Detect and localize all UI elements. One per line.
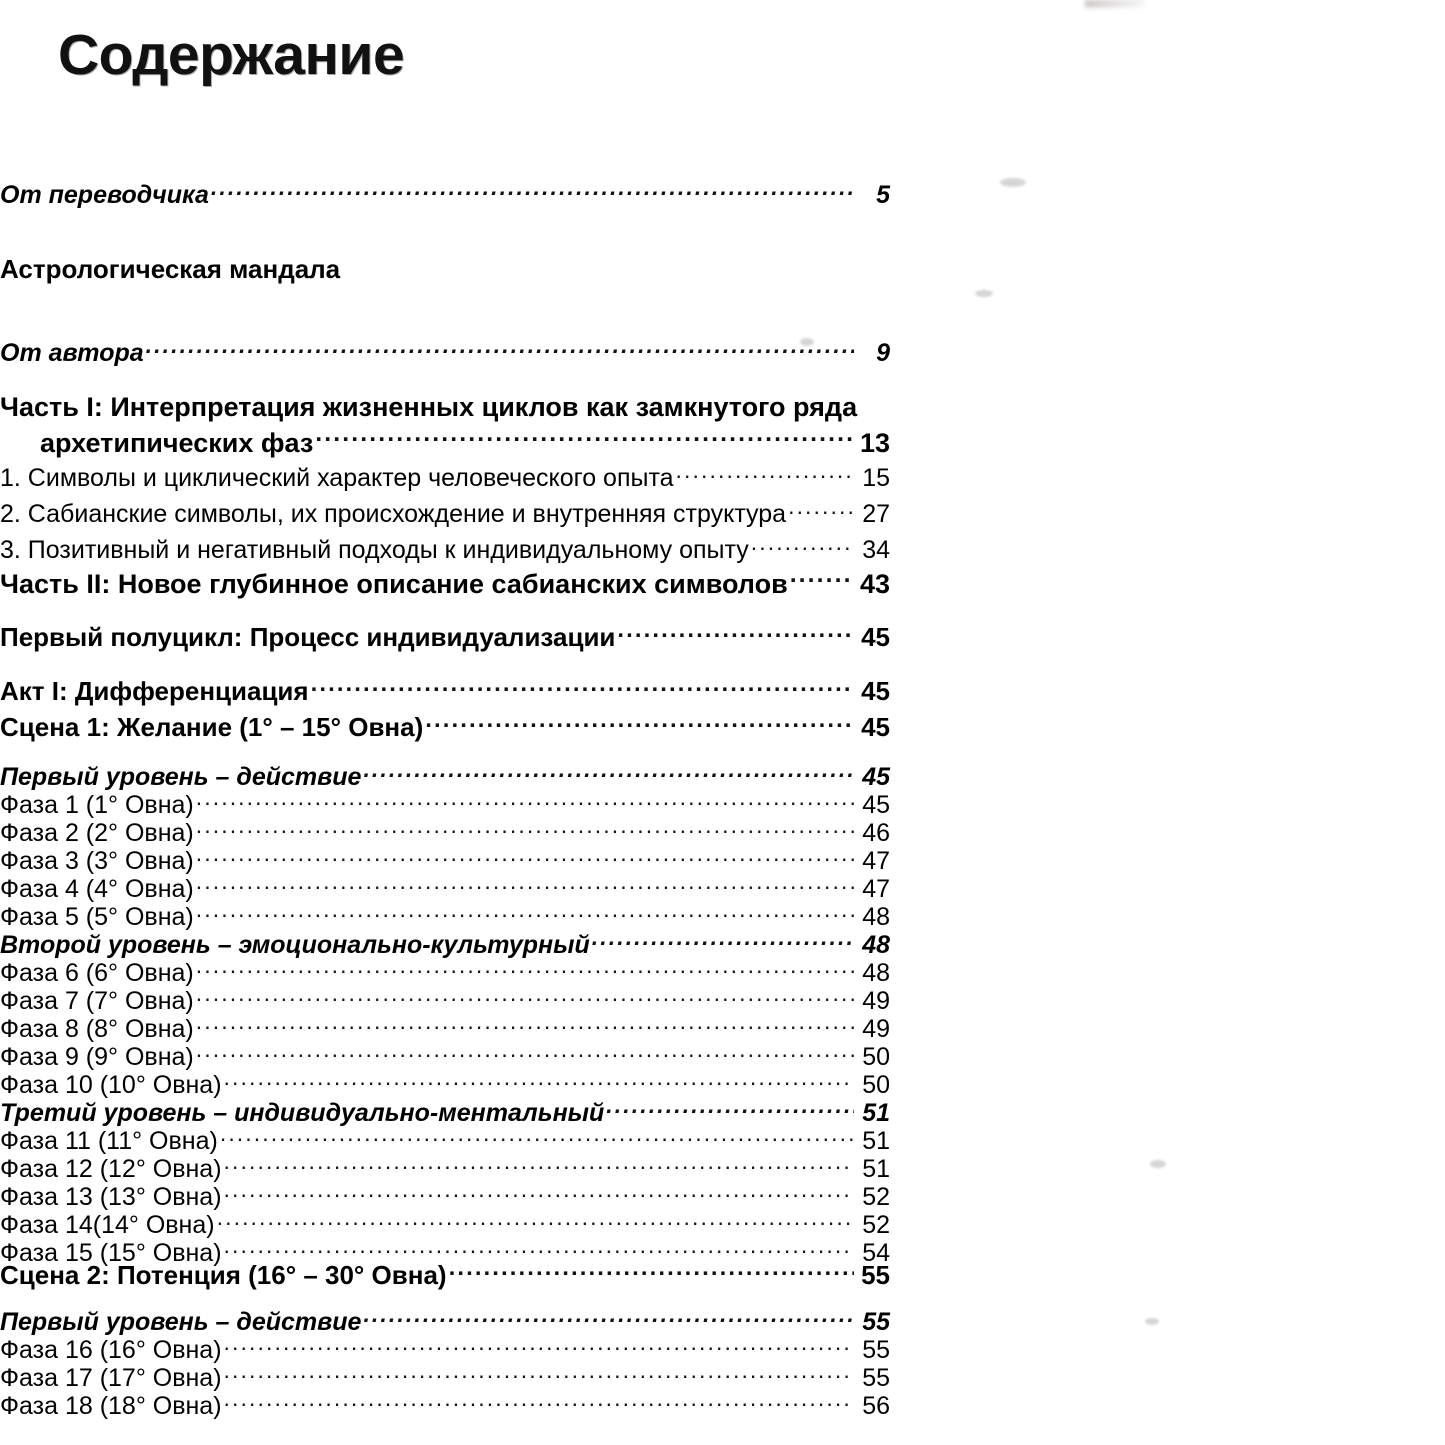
toc-phase-label: Фаза 13 (13° Овна) [0,1183,222,1211]
leader-dots [311,674,854,700]
leader-dots [224,1333,854,1358]
toc-phase-page: 55 [862,1336,890,1364]
toc-entry-page: 15 [862,464,890,492]
toc-entry-chapter-2[interactable] [0,497,890,529]
toc-halfcycle-1-label: Первый полуцикл: Процесс индивидуализации [0,622,616,652]
toc-level-head[interactable] [0,1096,890,1127]
toc-phase-label: Фаза 14(14° Овна) [0,1211,215,1239]
toc-phase-row[interactable] [0,900,890,931]
leader-dots [425,710,854,736]
leader-dots [196,844,854,869]
toc-entry-label: 1. Символы и циклический характер человеческого опыта [0,464,674,492]
toc-part-1-line1: Часть I: Интерпретация жизненных циклов как замкнутого ряда [0,392,858,422]
toc-entry-author-note[interactable] [0,336,890,368]
toc-level-label: Второй уровень – эмоционально-культурный [0,931,590,959]
toc-entry-label: 2. Сабианские символы, их происхождение и внутренняя структура [0,500,787,528]
toc-phase-row[interactable] [0,1208,890,1239]
scan-artifact-smudge [1085,0,1145,8]
leader-dots [196,1012,854,1037]
scan-artifact-fleck [975,290,993,297]
toc-phase-row[interactable] [0,1152,890,1183]
leader-dots [224,1389,854,1414]
toc-phase-label: Фаза 9 (9° Овна) [0,1043,194,1071]
toc-entry-chapter-3[interactable] [0,533,890,565]
toc-phase-label: Фаза 17 (17° Овна) [0,1364,222,1392]
toc-phase-page: 46 [862,819,890,847]
toc-phase-row[interactable] [0,1333,890,1364]
toc-entry-label: От автора [0,339,144,367]
toc-phase-row[interactable] [0,816,890,847]
leader-dots [217,1208,854,1233]
toc-phase-label: Фаза 7 (7° Овна) [0,987,194,1015]
toc-entry-page: 5 [876,181,890,209]
toc-phase-label: Фаза 10 (10° Овна) [0,1071,222,1099]
toc-scene-2[interactable] [0,1258,890,1291]
leader-dots [211,178,854,203]
toc-act-1[interactable] [0,674,890,707]
toc-phase-page: 52 [862,1211,890,1239]
leader-dots [449,1258,854,1284]
leader-dots [751,533,854,558]
toc-entry-page: 27 [862,500,890,528]
toc-phase-row[interactable] [0,1180,890,1211]
toc-phase-page: 55 [862,1364,890,1392]
toc-phase-row[interactable] [0,1040,890,1071]
leader-dots [224,1180,854,1205]
toc-phase-label: Фаза 12 (12° Овна) [0,1155,222,1183]
scan-artifact-fleck [1000,178,1026,187]
scan-artifact-fleck [1145,1318,1159,1325]
leader-dots [363,760,854,785]
toc-entry-label: От переводчика [0,181,209,209]
toc-section-label: Астрологическая мандала [0,254,341,284]
toc-phase-page: 56 [862,1392,890,1420]
toc-level-head[interactable] [0,928,890,959]
toc-phase-row[interactable] [0,1068,890,1099]
leader-dots [196,900,854,925]
toc-phase-page: 48 [862,903,890,931]
leader-dots [196,956,854,981]
leader-dots [363,1305,854,1330]
toc-part-1-line2: архетипических фаз [40,427,314,458]
toc-phase-row[interactable] [0,1389,890,1420]
toc-section-astrological-mandala [0,254,890,285]
toc-phase-label: Фаза 2 (2° Овна) [0,819,194,847]
toc-part-1[interactable] [0,390,890,460]
toc-phase-row[interactable] [0,844,890,875]
leader-dots [315,425,854,452]
toc-phase-label: Фаза 8 (8° Овна) [0,1015,194,1043]
toc-phase-page: 45 [862,791,890,819]
toc-phase-page: 52 [862,1183,890,1211]
toc-phase-page: 51 [862,1155,890,1183]
toc-phase-label: Фаза 4 (4° Овна) [0,875,194,903]
toc-level-label: Первый уровень – действие [0,763,362,791]
toc-part-1-page: 13 [859,427,890,458]
toc-phase-row[interactable] [0,956,890,987]
leader-dots [224,1068,854,1093]
toc-level-page: 51 [862,1099,890,1127]
toc-scene-1[interactable] [0,710,890,743]
leader-dots [196,872,854,897]
toc-phase-label: Фаза 1 (1° Овна) [0,791,194,819]
toc-phase-page: 48 [862,959,890,987]
toc-phase-row[interactable] [0,872,890,903]
leader-dots [196,788,854,813]
toc-halfcycle-1[interactable] [0,620,890,653]
toc-entry-page: 34 [862,536,890,564]
toc-level-head[interactable] [0,760,890,791]
toc-scene-2-page: 55 [861,1260,890,1290]
toc-phase-label: Фаза 3 (3° Овна) [0,847,194,875]
toc-scene-1-page: 45 [861,712,890,742]
leader-dots [220,1124,854,1149]
toc-phase-page: 54 [862,1239,890,1267]
toc-level-label: Третий уровень – индивидуально-ментальный [0,1099,605,1127]
toc-phase-page: 50 [862,1043,890,1071]
toc-phase-label: Фаза 6 (6° Овна) [0,959,194,987]
toc-part-2[interactable] [0,566,890,602]
leader-dots [146,336,854,361]
leader-dots [196,1040,854,1065]
leader-dots [224,1152,854,1177]
toc-phase-row[interactable] [0,1124,890,1155]
toc-phase-label: Фаза 11 (11° Овна) [0,1127,218,1155]
toc-part-2-label: Часть II: Новое глубинное описание сабианских символов [0,569,788,599]
toc-entry-chapter-1[interactable] [0,461,890,493]
toc-level-page: 48 [862,931,890,959]
toc-level-label: Первый уровень – действие [0,1308,362,1336]
leader-dots [788,497,854,522]
toc-level-page: 45 [862,763,890,791]
toc-act-1-page: 45 [861,676,890,706]
leader-dots [224,1361,854,1386]
toc-phase-row[interactable] [0,788,890,819]
toc-phase-label: Фаза 5 (5° Овна) [0,903,194,931]
toc-scene-1-label: Сцена 1: Желание (1° – 15° Овна) [0,712,424,742]
leader-dots [196,816,854,841]
toc-level-head[interactable] [0,1305,890,1336]
toc-phase-page: 47 [862,875,890,903]
toc-entry-translator-note[interactable] [0,178,890,210]
leader-dots [592,928,854,953]
toc-halfcycle-1-page: 45 [861,622,890,652]
toc-entry-page: 9 [876,339,890,367]
toc-phase-page: 51 [862,1127,890,1155]
toc-phase-label: Фаза 15 (15° Овна) [0,1239,222,1267]
leader-dots [606,1096,854,1121]
toc-part-2-page: 43 [859,569,890,599]
toc-scene-2-label: Сцена 2: Потенция (16° – 30° Овна) [0,1260,447,1290]
toc-level-page: 55 [862,1308,890,1336]
leader-dots [617,620,854,646]
toc-act-1-label: Акт I: Дифференциация [0,676,309,706]
page-title: Содержание [58,23,405,87]
toc-phase-page: 50 [862,1071,890,1099]
leader-dots [196,984,854,1009]
toc-phase-page: 47 [862,847,890,875]
toc-phase-row[interactable] [0,984,890,1015]
leader-dots [790,566,854,593]
toc-entry-label: 3. Позитивный и негативный подходы к индивидуальному опыту [0,536,749,564]
toc-phase-row[interactable] [0,1361,890,1392]
leader-dots [676,461,854,486]
toc-phase-label: Фаза 16 (16° Овна) [0,1336,222,1364]
scan-artifact-fleck [1150,1160,1166,1168]
toc-phase-page: 49 [862,1015,890,1043]
toc-phase-label: Фаза 18 (18° Овна) [0,1392,222,1420]
toc-phase-row[interactable] [0,1012,890,1043]
toc-phase-page: 49 [862,987,890,1015]
